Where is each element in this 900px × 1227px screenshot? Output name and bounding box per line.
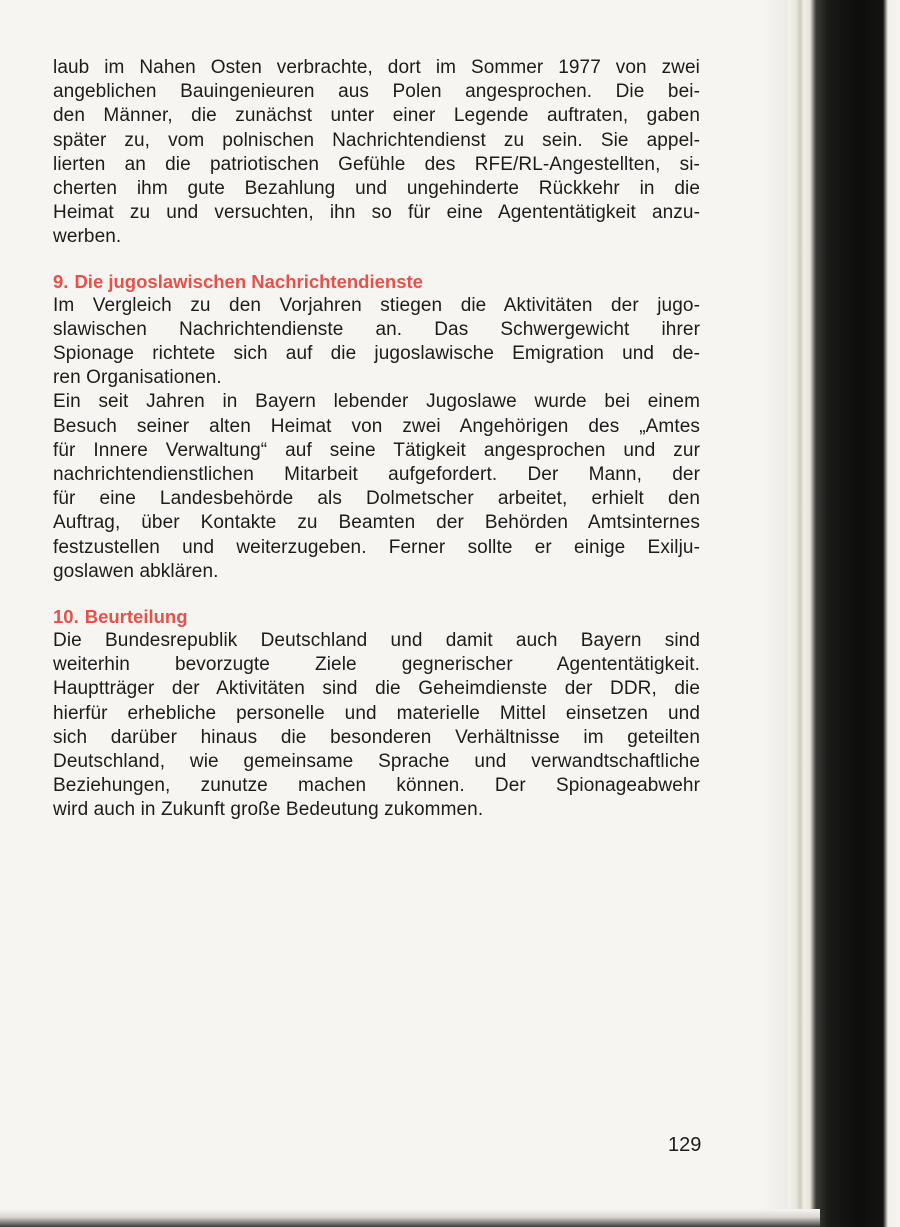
- section-9-paragraph-2: [53, 390, 700, 584]
- book-spine: [788, 0, 900, 1227]
- text-line: Hauptträger der Aktivitäten sind die Geheimdienste der DDR, die: [53, 678, 700, 700]
- text-line: den Männer, die zunächst unter einer Legende auftraten, gaben: [53, 105, 700, 127]
- text-line: werben.: [53, 226, 122, 248]
- text-line: nachrichtendienstlichen Mitarbeit aufgefordert. Der Mann, der: [53, 464, 700, 486]
- text-line: Beziehungen, zunutze machen können. Der Spionageabwehr: [53, 775, 700, 797]
- text-line: slawischen Nachrichtendienste an. Das Schwergewicht ihrer: [53, 318, 700, 340]
- text-line: ren Organisationen.: [53, 367, 222, 389]
- page-content: [53, 56, 700, 823]
- text-line: Besuch seiner alten Heimat von zwei Angehörigen des „Amtes: [53, 415, 700, 437]
- text-line: Auftrag, über Kontakte zu Beamten der Behörden Amtsinternes: [53, 512, 700, 534]
- section-10-number: 10.: [53, 606, 79, 628]
- section-9-heading: [53, 270, 700, 294]
- page-number: 129: [668, 1134, 702, 1156]
- text-line: wird auch in Zukunft große Bedeutung zukommen.: [53, 799, 484, 821]
- section-9-title: Die jugoslawischen Nachrichtendienste: [74, 270, 423, 292]
- section-10-heading: [53, 605, 700, 629]
- text-line: laub im Nahen Osten verbrachte, dort im Sommer 1977 von zwei: [53, 57, 700, 78]
- text-line: Heimat zu und versuchten, ihn so für eine Agententätigkeit anzu-: [53, 202, 700, 224]
- text-line: Deutschland, wie gemeinsame Sprache und verwandtschaftliche: [53, 751, 700, 773]
- text-line: Im Vergleich zu den Vorjahren stiegen die Aktivitäten der jugo-: [53, 294, 700, 316]
- intro-paragraph: [53, 56, 700, 250]
- text-line: für Innere Verwaltung“ auf seine Tätigkeit angesprochen und zur: [53, 439, 700, 461]
- text-line: angeblichen Bauingenieuren aus Polen angesprochen. Die bei-: [53, 81, 700, 103]
- text-line: sich darüber hinaus die besonderen Verhältnisse im geteilten: [53, 726, 700, 748]
- text-line: Ein seit Jahren in Bayern lebender Jugoslawe wurde bei einem: [53, 391, 700, 413]
- section-10-paragraph: [53, 629, 700, 823]
- text-line: hierfür erhebliche personelle und materielle Mittel einsetzen und: [53, 702, 700, 724]
- section-9-number: 9.: [53, 270, 69, 292]
- text-line: Spionage richtete sich auf die jugoslawische Emigration und de-: [53, 343, 700, 365]
- text-line: später zu, vom polnischen Nachrichtendienst zu sein. Sie appel-: [53, 129, 700, 151]
- text-line: Die Bundesrepublik Deutschland und damit auch Bayern sind: [53, 630, 700, 652]
- section-9-paragraph-1: [53, 294, 700, 391]
- text-line: festzustellen und weiterzugeben. Ferner sollte er einige Exilju-: [53, 536, 700, 558]
- text-line: goslawen abklären.: [53, 560, 219, 582]
- section-10-title: Beurteilung: [84, 606, 188, 628]
- text-line: für eine Landesbehörde als Dolmetscher arbeitet, erhielt den: [53, 488, 700, 510]
- text-line: weiterhin bevorzugte Ziele gegnerischer Agententätigkeit.: [53, 654, 700, 676]
- text-line: lierten an die patriotischen Gefühle des RFE/RL-Angestellten, si-: [53, 153, 700, 175]
- text-line: cherten ihm gute Bezahlung und ungehinderte Rückkehr in die: [53, 178, 700, 200]
- page-bottom-edge: [0, 1209, 820, 1227]
